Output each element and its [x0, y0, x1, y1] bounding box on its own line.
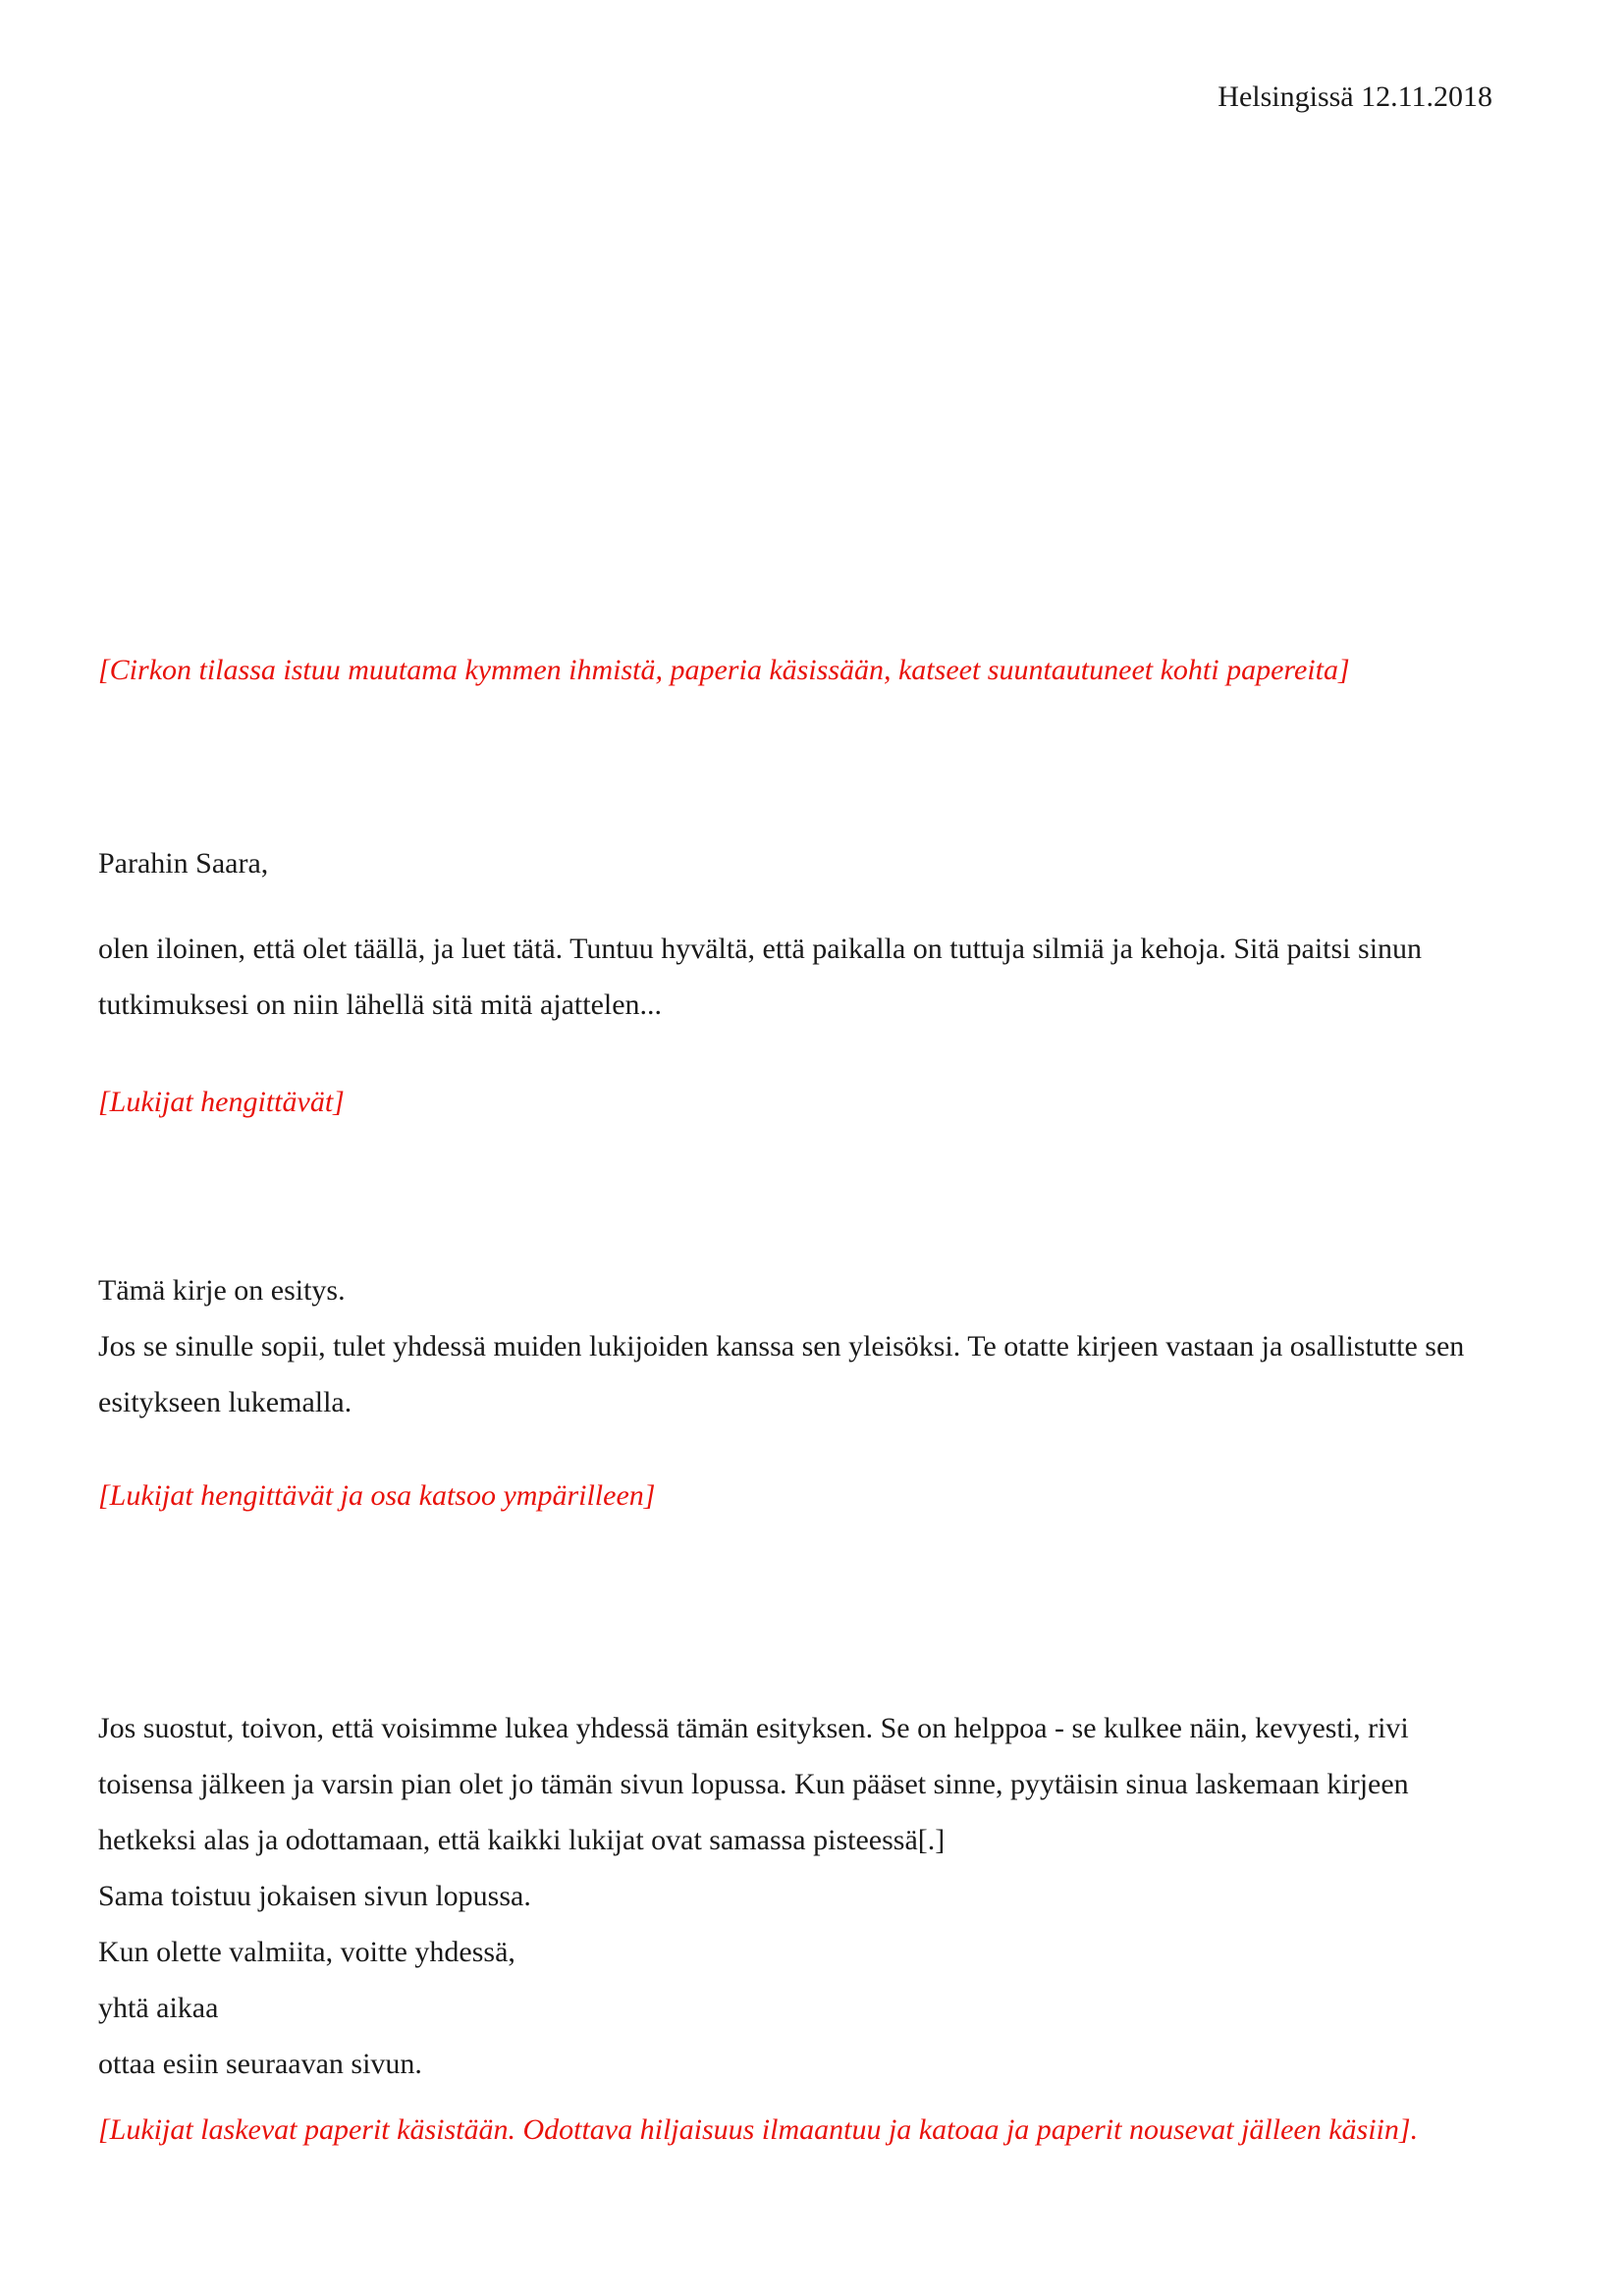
paragraph-3-line4: yhtä aikaa [98, 1992, 219, 2024]
paragraph-2 [98, 1262, 1492, 1430]
paragraph-2-line1: Tämä kirje on esitys. [98, 1274, 346, 1307]
stage-direction-1: [Cirkon tilassa istuu muutama kymmen ihmistä, paperia käsissään, katseet suuntautuneet kohti papereita] [98, 654, 1350, 686]
greeting: Parahin Saara, [98, 847, 269, 880]
paragraph-3-line3: Kun olette valmiita, voitte yhdessä, [98, 1936, 515, 1968]
stage-direction-4: [Lukijat laskevat paperit käsistään. Odottava hiljaisuus ilmaantuu ja katoaa ja paperit nousevat jälleen käsiin]. [98, 2113, 1419, 2146]
paragraph-3-line5: ottaa esiin seuraavan sivun. [98, 2048, 422, 2080]
stage-direction-2: [Lukijat hengittävät] [98, 1086, 345, 1118]
paragraph-2-rest: Jos se sinulle sopii, tulet yhdessä muiden lukijoiden kanssa sen yleisöksi. Te otatte kirjeen vastaan ja osallistutte sen esitykseen lukemalla. [98, 1330, 1465, 1418]
stage-direction-3: [Lukijat hengittävät ja osa katsoo ympärilleen] [98, 1479, 656, 1512]
paragraph-3 [98, 1700, 1492, 2092]
paragraph-3-intro: Jos suostut, toivon, että voisimme lukea yhdessä tämän esityksen. Se on helppoa - se kulkee näin, kevyesti, rivi toisensa jälkeen ja varsin pian olet jo tämän sivun lopussa. Kun pääset sinne, pyytäisin sinua laskemaan kirjeen hetkeksi alas ja odottamaan, että kaikki lukijat ovat samassa pisteessä[.] [98, 1712, 1409, 1856]
date-line: Helsingissä 12.11.2018 [1218, 80, 1492, 113]
paragraph-3-line2: Sama toistuu jokaisen sivun lopussa. [98, 1880, 531, 1912]
paragraph-1: olen iloinen, että olet täällä, ja luet tätä. Tuntuu hyvältä, että paikalla on tuttuja silmiä ja kehoja. Sitä paitsi sinun tutkimuksesi on niin lähellä sitä mitä ajattelen... [98, 933, 1423, 1021]
